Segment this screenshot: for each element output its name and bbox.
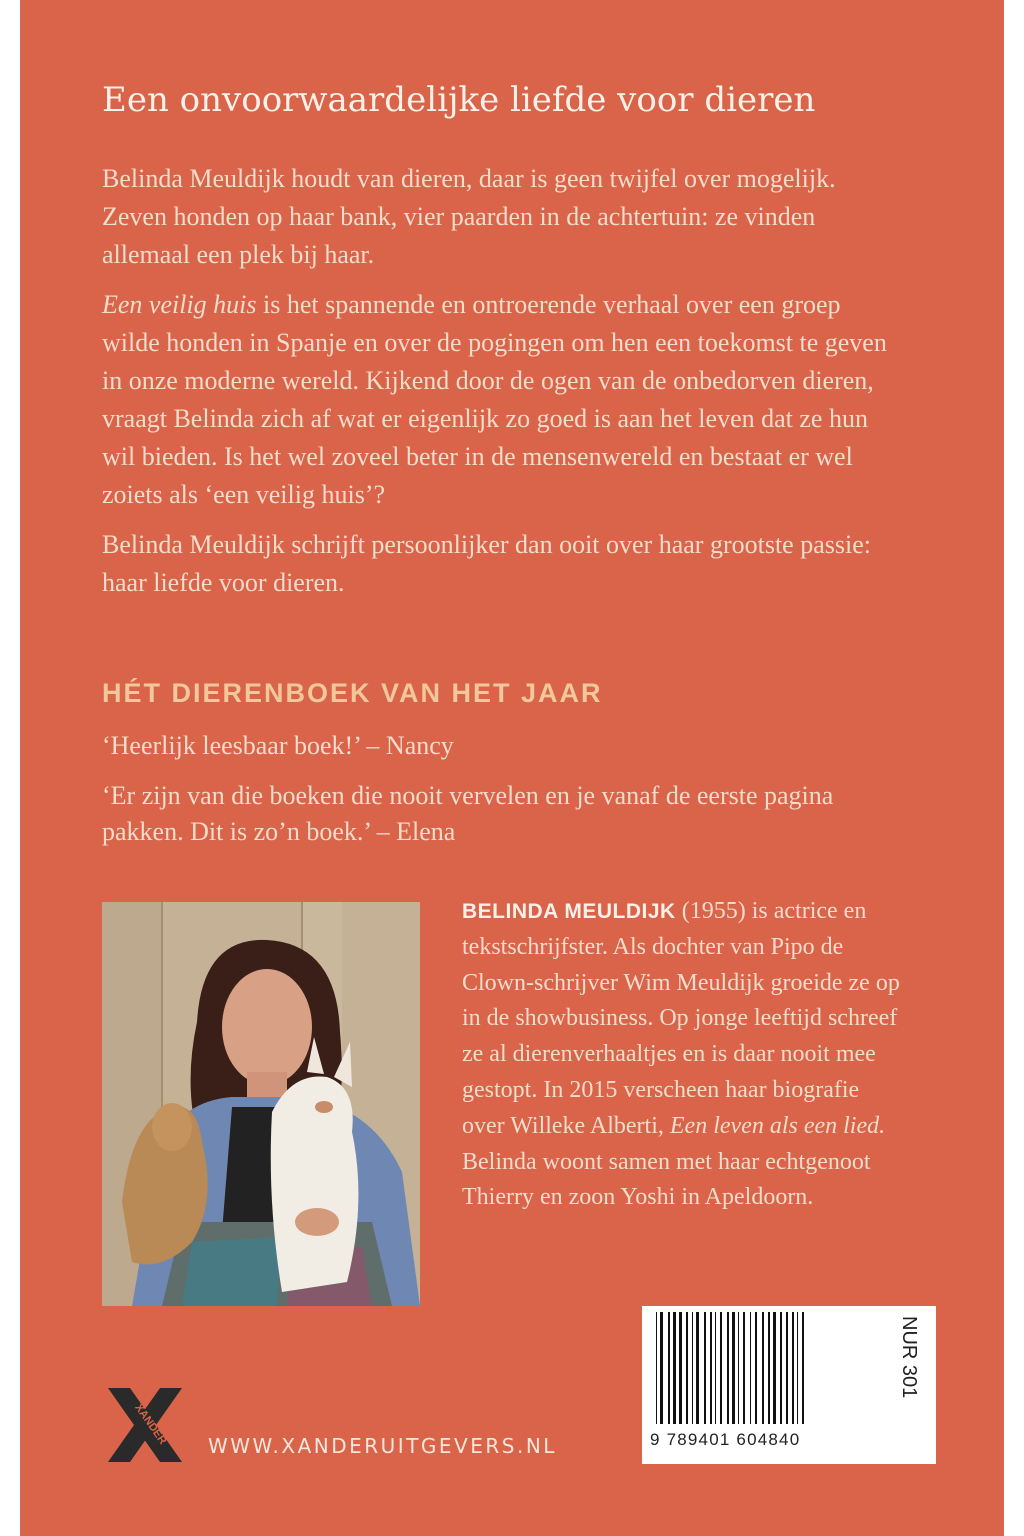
barcode bbox=[642, 1306, 936, 1464]
barcode-bar bbox=[762, 1312, 764, 1424]
barcode-bar bbox=[679, 1312, 682, 1424]
barcode-bar bbox=[715, 1312, 716, 1424]
xander-logo-icon bbox=[100, 1380, 190, 1470]
barcode-bars bbox=[642, 1306, 882, 1426]
publisher-website: WWW.XANDERUITGEVERS.NL bbox=[208, 1434, 557, 1458]
barcode-bar bbox=[792, 1312, 794, 1424]
review-quote-2: ‘Er zijn van die boeken die nooit vervelen en je vanaf de eerste pagina pakken. Dit is zo’n boek.’ – Elena bbox=[102, 781, 834, 846]
blurb bbox=[102, 160, 902, 614]
biography-title: Een leven als een lied. bbox=[669, 1112, 886, 1139]
barcode-bar bbox=[668, 1312, 670, 1424]
barcode-bar bbox=[692, 1312, 693, 1424]
barcode-bar bbox=[686, 1312, 688, 1424]
author-bio-text-2: Belinda woont samen met haar echtgenoot Thierry en zoon Yoshi in Apeldoorn. bbox=[462, 1148, 871, 1211]
barcode-bar bbox=[673, 1312, 676, 1424]
barcode-bar bbox=[780, 1312, 782, 1424]
review-quotes bbox=[102, 728, 902, 864]
blurb-paragraph-3: Belinda Meuldijk schrijft persoonlijker dan ooit over haar grootste passie: haar liefde voor dieren. bbox=[102, 530, 871, 597]
barcode-bar bbox=[750, 1312, 751, 1424]
barcode-bar bbox=[656, 1312, 657, 1424]
back-cover bbox=[20, 0, 1004, 1536]
barcode-bar bbox=[743, 1312, 745, 1424]
author-bio-text-1: (1955) is actrice en tekstschrijfster. Als dochter van Pipo de Clown-schrijver Wim Meuldijk groeide ze op in de showbusiness. Op jonge leeftijd schreef ze al dierenverhaaltjes en is daar nooit mee gestopt. In 2015 verscheen haar biografie over Willeke Alberti, bbox=[462, 898, 900, 1139]
barcode-bar bbox=[720, 1312, 722, 1424]
barcode-bar bbox=[755, 1312, 757, 1424]
isbn-number: 9 789401 604840 bbox=[650, 1430, 801, 1449]
author-photo-illustration bbox=[102, 902, 420, 1306]
barcode-bar bbox=[773, 1312, 776, 1424]
barcode-bar bbox=[732, 1312, 735, 1424]
barcode-bar bbox=[786, 1312, 788, 1424]
barcode-bar bbox=[696, 1312, 699, 1424]
headline: Een onvoorwaardelijke liefde voor dieren bbox=[102, 80, 816, 120]
nur-code: NUR 301 bbox=[898, 1316, 920, 1399]
section-heading: HÉT DIERENBOEK VAN HET JAAR bbox=[102, 678, 603, 708]
review-quote-1: ‘Heerlijk leesbaar boek!’ – Nancy bbox=[102, 731, 454, 760]
barcode-bar bbox=[710, 1312, 712, 1424]
author-bio bbox=[462, 894, 902, 1216]
barcode-bar bbox=[738, 1312, 739, 1424]
barcode-bar bbox=[768, 1312, 770, 1424]
barcode-bar bbox=[704, 1312, 706, 1424]
blurb-paragraph-2-text: is het spannende en ontroerende verhaal over een groep wilde honden in Spanje en over de pogingen om hen een toekomst te geven in onze moderne wereld. Kijkend door de ogen van de onbedorven dieren, vraagt Belinda zich af wat er eigenlijk zo goed is aan het leven dat ze hun wil bieden. Is het wel zoveel beter in de mensenwereld en bestaat er wel zoiets als ‘een veilig huis’? bbox=[102, 290, 887, 509]
author-name: BELINDA MEULDIJK bbox=[462, 900, 676, 923]
author-photo bbox=[102, 902, 420, 1306]
barcode-bar bbox=[802, 1312, 804, 1424]
publisher-logo bbox=[100, 1380, 190, 1470]
barcode-bar bbox=[660, 1312, 663, 1424]
book-title-reference: Een veilig huis bbox=[102, 290, 257, 319]
blurb-paragraph-1: Belinda Meuldijk houdt van dieren, daar is geen twijfel over mogelijk. Zeven honden op haar bank, vier paarden in de achtertuin: ze vinden allemaal een plek bij haar. bbox=[102, 164, 836, 269]
publisher-logo-text: XANDER bbox=[132, 1401, 169, 1447]
blurb-paragraph-2 bbox=[102, 286, 902, 514]
barcode-bar bbox=[797, 1312, 798, 1424]
barcode-bar bbox=[727, 1312, 729, 1424]
